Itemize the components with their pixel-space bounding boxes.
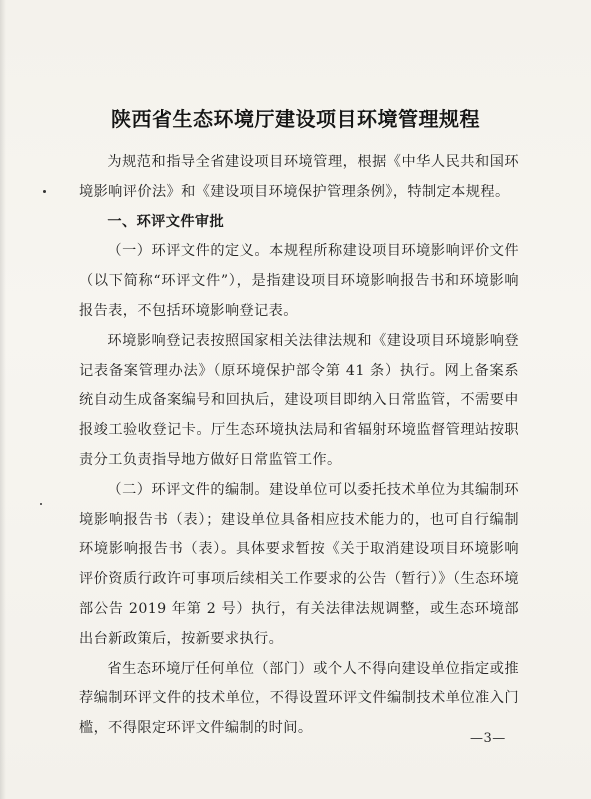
section-heading-1: 一、环评文件审批	[107, 213, 225, 230]
scan-speck	[40, 503, 42, 505]
paragraph-prohibition: 省生态环境厅任何单位（部门）或个人不得向建设单位指定或推荐编制环评文件的技术单位，不得设置环评文件编制技术单位准入门槛，不得限定环评文件编制的时间。	[79, 660, 519, 737]
paragraph-definition: （一）环评文件的定义。本规程所称建设项目环境影响评价文件（以下简称“环评文件”），是指建设项目环境影响报告书和环境影响报告表，不包括环境影响登记表。	[79, 243, 519, 319]
paragraph-intro: 为规范和指导全省建设项目环境管理，根据《中华人民共和国环境影响评价法》和《建设项目环境保护管理条例》，特制定本规程。	[79, 154, 519, 200]
document-title: 陕西省生态环境厅建设项目环境管理规程	[111, 107, 480, 131]
scan-speck	[43, 190, 46, 193]
document-body	[79, 148, 519, 744]
paragraph-registration-form: 环境影响登记表按照国家相关法律法规和《建设项目环境影响登记表备案管理办法》（原环境保护部令第 41 条）执行。网上备案系统自动生成备案编号和回执后，建设项目即纳入日常监管，不需要申报竣工验收登记卡。厅生态环境执法局和省辐射环境监督管理站按职责分工负责指导地方做好日常监管工作。	[79, 332, 519, 468]
page-number: —3—	[470, 731, 506, 746]
paragraph-compilation: （二）环评文件的编制。建设单位可以委托技术单位为其编制环境影响报告书（表）；建设单位具备相应技术能力的，也可自行编制环境影响报告书（表）。具体要求暂按《关于取消建设项目环境影响评价资质行政许可事项后续相关工作要求的公告（暂行）》（生态环境部公告 2019 年第 2 号）执行，有关法律法规调整，或生态环境部出台新政策后，按新要求执行。	[79, 481, 519, 647]
